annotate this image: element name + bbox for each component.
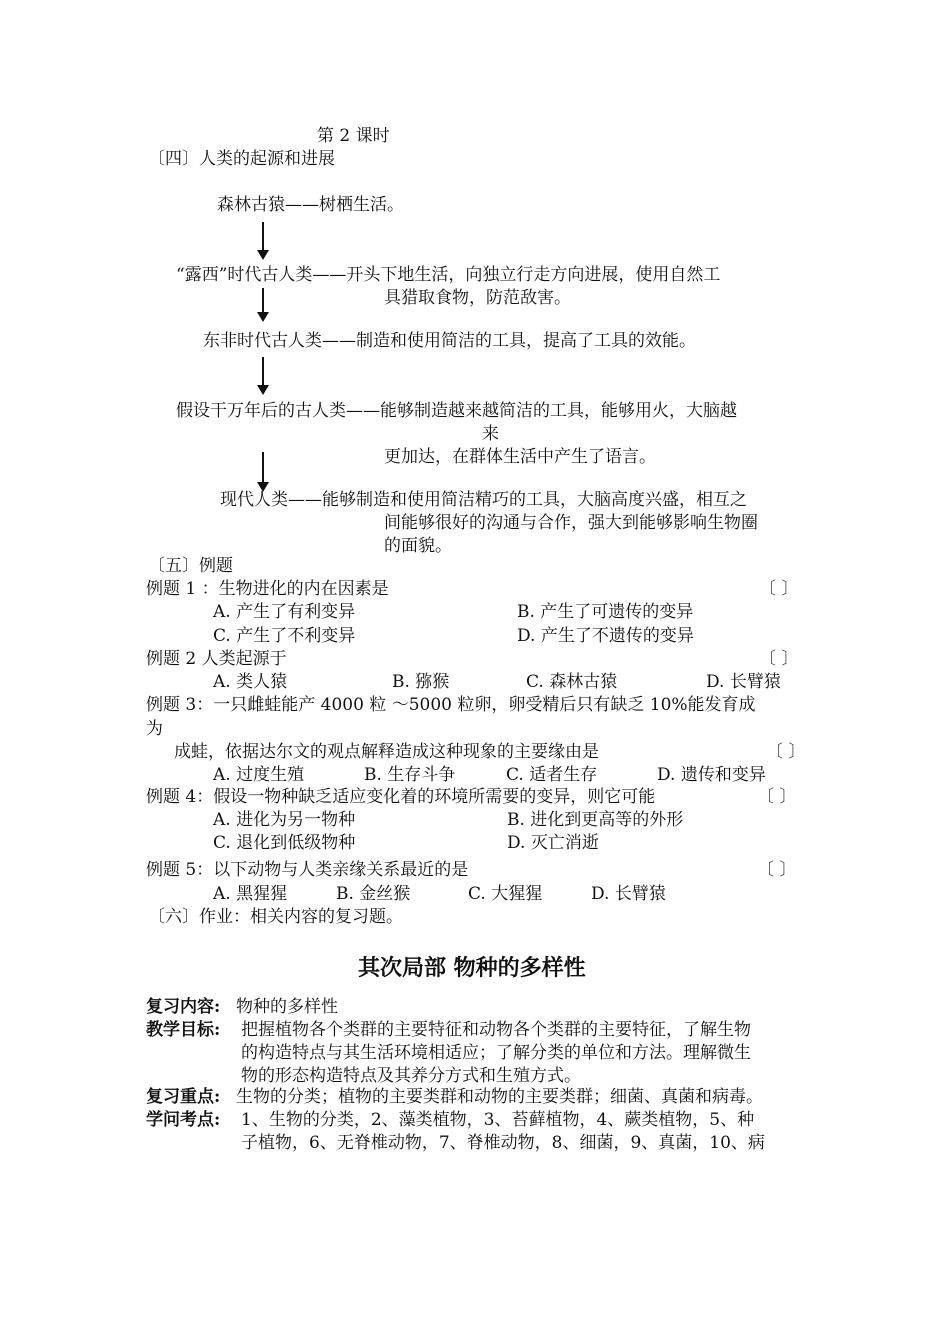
q1-option-d: D. 产生了不遗传的变异 <box>517 626 694 646</box>
question-5-stem: 例题 5：以下动物与人类亲缘关系最近的是 <box>146 860 469 880</box>
evolution-stage-3: 东非时代古人类——制造和使用简洁的工具，提高了工具的效能。 <box>203 331 696 351</box>
evolution-stage-4-cont: 更加达，在群体生活中产生了语言。 <box>384 447 656 467</box>
q1-option-b: B. 产生了可遗传的变异 <box>517 602 694 622</box>
question-1-stem: 例题 1 ：生物进化的内在因素是 <box>146 579 389 599</box>
q5-option-a: A. 黑猩猩 <box>213 884 288 904</box>
evolution-stage-1: 森林古猿——树栖生活。 <box>217 195 404 215</box>
down-arrow-icon <box>262 222 264 252</box>
answer-bracket: 〔 〕 <box>757 787 797 807</box>
evolution-stage-4-wrap: 来 <box>482 424 499 444</box>
q4-option-c: C. 退化到低级物种 <box>213 833 356 853</box>
q5-option-c: C. 大猩猩 <box>468 884 543 904</box>
question-3-stem: 例题 3：一只雌蛙能产 4000 粒 ～5000 粒卵，卵受精后只有缺乏 10%能发育成 <box>146 695 756 715</box>
answer-bracket: 〔 〕 <box>757 860 797 880</box>
review-content-label: 复习内容: <box>146 997 221 1017</box>
knowledge-points-label: 学问考点: <box>146 1110 221 1130</box>
evolution-stage-5: 现代人类——能够制造和使用简洁精巧的工具，大脑高度兴盛，相互之 <box>220 490 747 510</box>
q2-option-b: B. 猕猴 <box>392 672 450 692</box>
teaching-goal-line-3: 物的形态构造特点及其养分方式和生殖方式。 <box>241 1066 581 1086</box>
section-4-heading: 〔四〕人类的起源和进展 <box>148 149 335 169</box>
review-focus: 生物的分类；植物的主要类群和动物的主要类群；细菌、真菌和病毒。 <box>236 1087 763 1107</box>
answer-bracket: 〔 〕 <box>759 649 799 669</box>
down-arrow-icon <box>262 288 264 314</box>
answer-bracket: 〔 〕 <box>766 742 806 762</box>
evolution-stage-2-cont: 具猎取食物，防范敌害。 <box>384 288 571 308</box>
q2-option-c: C. 森林古猿 <box>526 672 618 692</box>
question-4-stem: 例题 4：假设一物种缺乏适应变化着的环境所需要的变异，则它可能 <box>146 787 656 807</box>
q1-option-a: A. 产生了有利变异 <box>213 602 356 622</box>
q5-option-d: D. 长臂猿 <box>591 884 666 904</box>
q3-option-a: A. 过度生殖 <box>213 765 305 785</box>
part-2-title: 其次局部 物种的多样性 <box>358 956 586 981</box>
down-arrow-icon <box>262 357 264 387</box>
q3-option-c: C. 适者生存 <box>506 765 598 785</box>
q3-option-d: D. 遗传和变异 <box>657 765 766 785</box>
review-content: 物种的多样性 <box>236 997 338 1017</box>
knowledge-points-line-2: 子植物，6、无脊椎动物，7、脊椎动物，8、细菌，9、真菌，10、病 <box>241 1133 765 1153</box>
review-focus-label: 复习重点: <box>146 1087 221 1107</box>
lesson-title: 第 2 课时 <box>317 126 390 146</box>
section-6-homework: 〔六〕作业：相关内容的复习题。 <box>148 907 403 927</box>
teaching-goal-label: 教学目标: <box>146 1020 221 1040</box>
q1-option-c: C. 产生了不利变异 <box>213 626 356 646</box>
q5-option-b: B. 金丝猴 <box>336 884 411 904</box>
q2-option-a: A. 类人猿 <box>213 672 288 692</box>
evolution-stage-2: “露西”时代古人类——开头下地生活，向独立行走方向进展，使用自然工 <box>176 265 721 285</box>
knowledge-points-line-1: 1、生物的分类，2、藻类植物，3、苔藓植物，4、蕨类植物，5、种 <box>241 1110 755 1130</box>
q4-option-b: B. 进化到更高等的外形 <box>507 810 684 830</box>
evolution-stage-5-cont: 间能够很好的沟通与合作，强大到能够影响生物圈 <box>384 513 758 533</box>
q4-option-a: A. 进化为另一物种 <box>213 810 356 830</box>
answer-bracket: 〔 〕 <box>759 579 799 599</box>
evolution-stage-5-cont2: 的面貌。 <box>384 536 452 556</box>
section-5-heading: 〔五〕例题 <box>148 556 233 576</box>
evolution-stage-4: 假设干万年后的古人类——能够制造越来越简洁的工具，能够用火，大脑越 <box>176 401 737 421</box>
question-2-stem: 例题 2 人类起源于 <box>146 649 287 669</box>
q4-option-d: D. 灭亡消逝 <box>507 833 599 853</box>
down-arrow-icon <box>262 452 264 484</box>
teaching-goal-line-2: 的构造特点与其生活环境相适应；了解分类的单位和方法。理解微生 <box>241 1043 751 1063</box>
q2-option-d: D. 长臂猿 <box>706 672 781 692</box>
question-3-cont: 成蛙，依据达尔文的观点解释造成这种现象的主要缘由是 <box>174 742 599 762</box>
teaching-goal-line-1: 把握植物各个类群的主要特征和动物各个类群的主要特征，了解生物 <box>241 1020 751 1040</box>
q3-option-b: B. 生存斗争 <box>364 765 456 785</box>
question-3-wrap: 为 <box>146 719 163 739</box>
